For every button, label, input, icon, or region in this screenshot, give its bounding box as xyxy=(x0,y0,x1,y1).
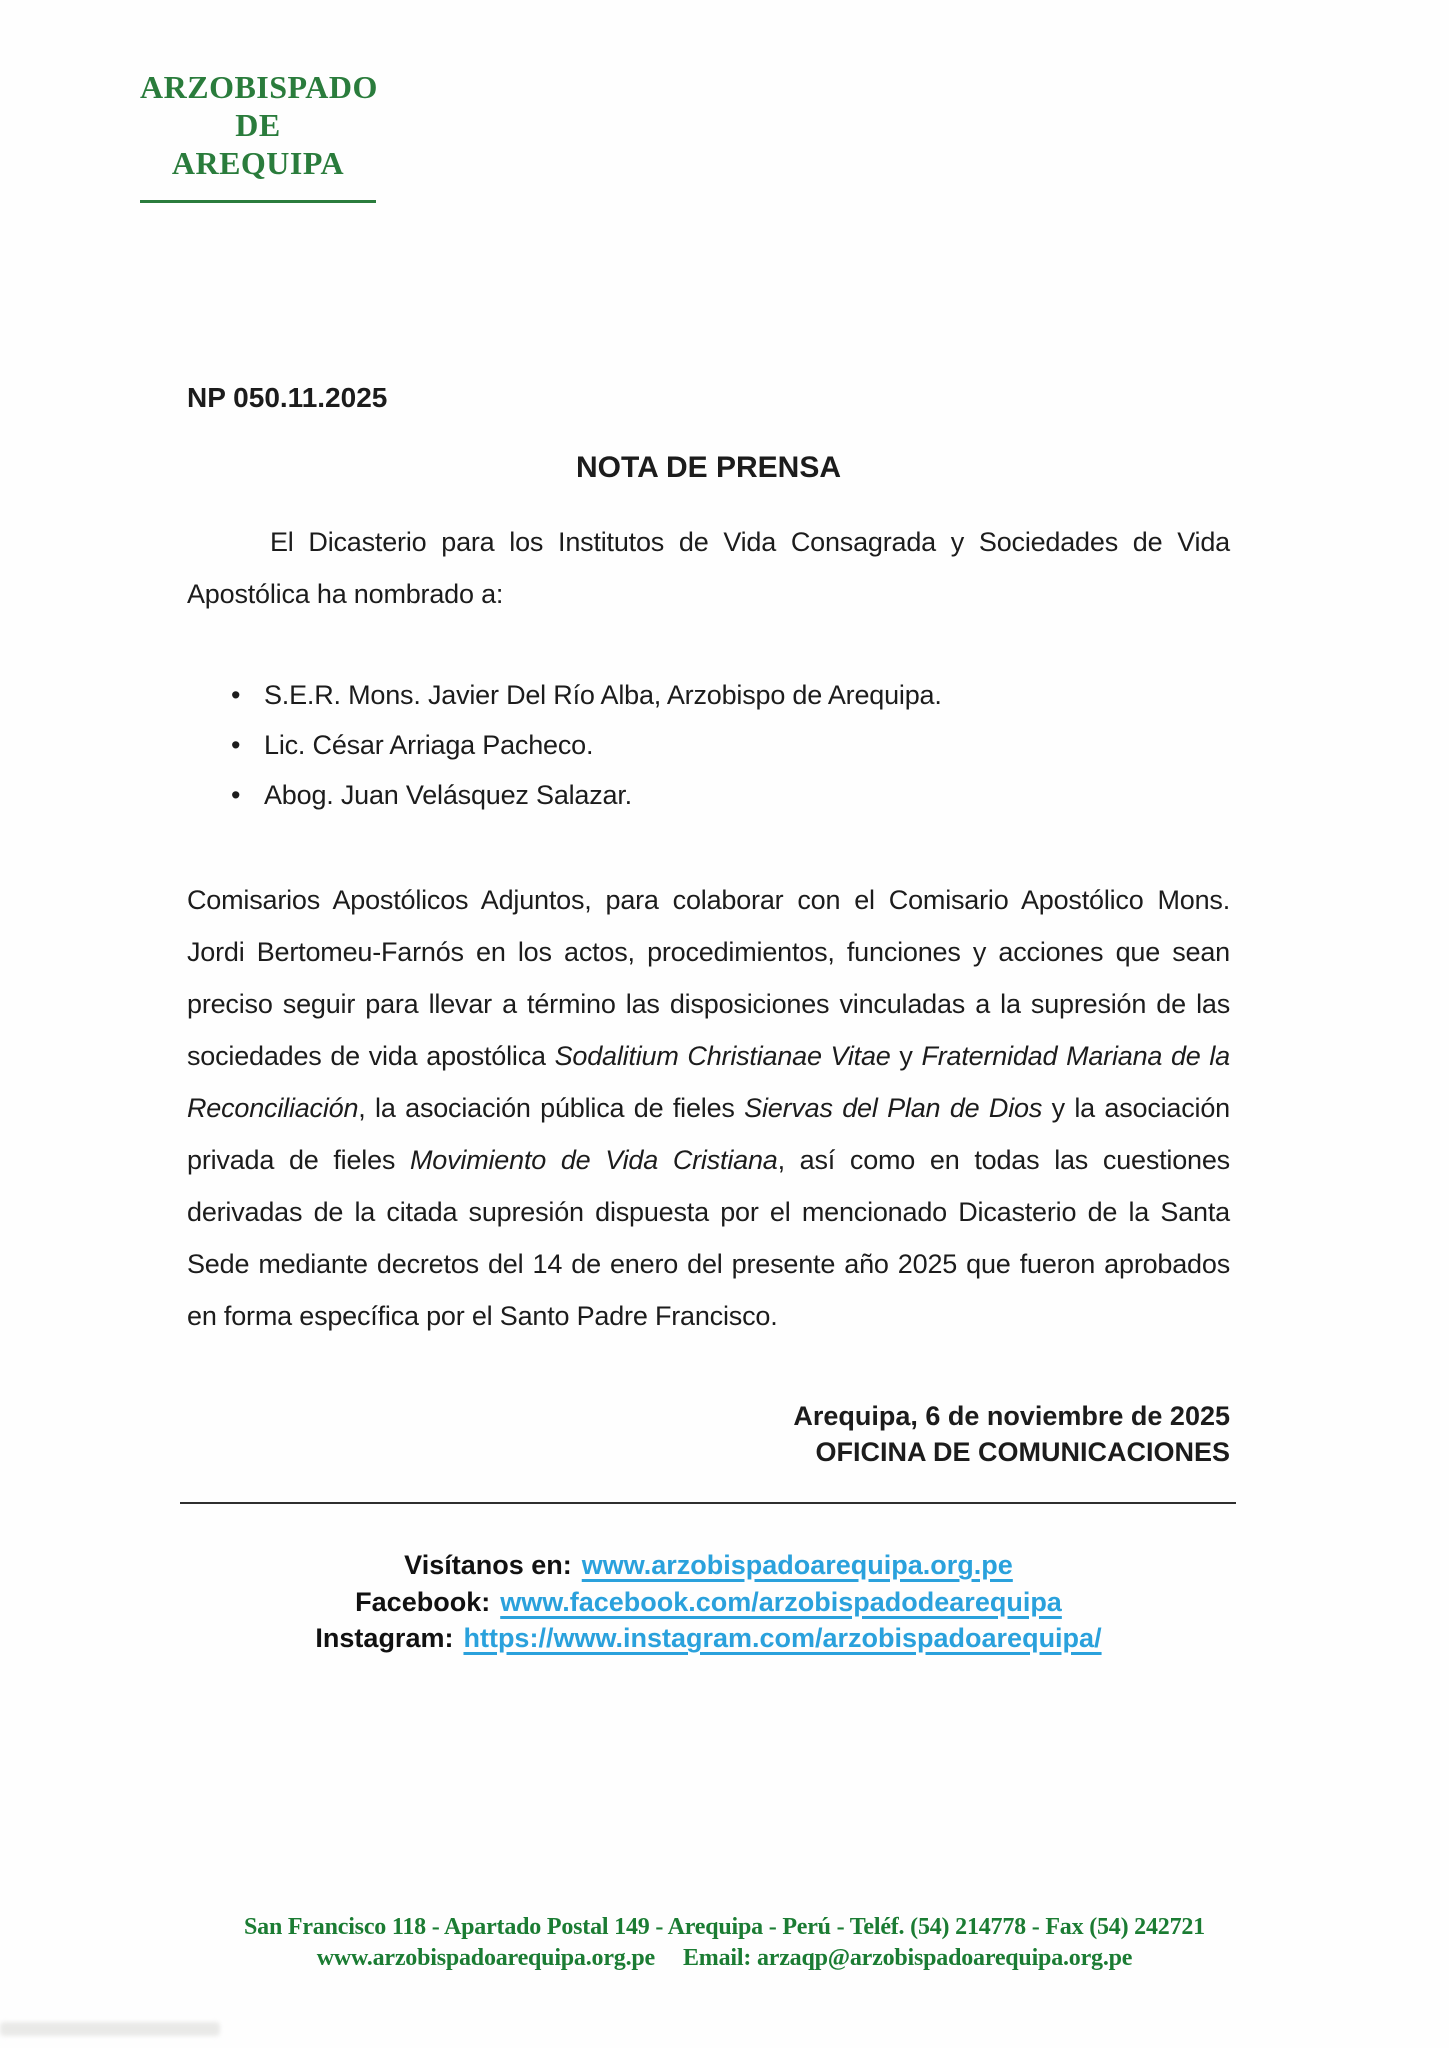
scan-artifact xyxy=(0,2022,220,2036)
social-links xyxy=(187,1547,1230,1657)
footer-email-label: Email: xyxy=(682,1945,752,1971)
press-release-number: NP 050.11.2025 xyxy=(187,382,388,413)
footer-address: San Francisco 118 - Apartado Postal 149 - Arequipa - Perú - Teléf. (54) 214778 - Fax (54) 242721 xyxy=(244,1914,1205,1940)
office-line: OFICINA DE COMUNICACIONES xyxy=(815,1437,1230,1467)
document-body xyxy=(187,0,1230,2048)
facebook-link[interactable]: www.facebook.com/arzobispadodearequipa xyxy=(500,1586,1062,1617)
intro-paragraph: El Dicasterio para los Institutos de Vida Consagrada y Sociedades de Vida Apostólica ha nombrado a: xyxy=(187,527,1230,609)
facebook-link-label: Facebook: xyxy=(355,1586,491,1617)
website-link[interactable]: www.arzobispadoarequipa.org.pe xyxy=(581,1550,1013,1580)
appointee-list xyxy=(187,670,1230,820)
website-link-label: Visítanos en: xyxy=(404,1550,572,1580)
instagram-link-row xyxy=(187,1620,1230,1657)
footer-web-email-row xyxy=(0,1943,1449,1974)
footer-email: arzaqp@arzobispadoarequipa.org.pe xyxy=(756,1945,1133,1971)
instagram-link[interactable]: https://www.instagram.com/arzobispadoarequipa/ xyxy=(463,1623,1102,1653)
horizontal-rule xyxy=(180,1502,1236,1504)
instagram-link-label: Instagram: xyxy=(315,1623,454,1653)
signature-block xyxy=(187,1398,1230,1470)
website-link-row xyxy=(187,1547,1230,1584)
letterhead-line-2: DE xyxy=(235,107,281,143)
list-item: • Lic. César Arriaga Pacheco. xyxy=(187,720,1230,770)
list-item: • S.E.R. Mons. Javier Del Río Alba, Arzobispo de Arequipa. xyxy=(187,670,1230,720)
page-title: NOTA DE PRENSA xyxy=(575,451,842,484)
main-paragraph: Comisarios Apostólicos Adjuntos, para colaborar con el Comisario Apostólico Mons. Jordi Bertomeu-Farnós en los actos, procedimientos, funciones y acciones que sean preciso seguir para llevar a término las disposiciones vinculadas a la supresión de las sociedades de vida apostólica Sodalitium Christianae Vitae y Fraternidad Mariana de la Reconciliación, la asociación pública de fieles Siervas del Plan de Dios y la asociación privada de fieles Movimiento de Vida Cristiana, así como en todas las cuestiones derivadas de la citada supresión dispuesta por el mencionado Dicasterio de la Santa Sede mediante decretos del 14 de enero del presente año 2025 que fueron aprobados en forma específica por el Santo Padre Francisco. xyxy=(187,885,1230,1331)
list-item: • Abog. Juan Velásquez Salazar. xyxy=(187,770,1230,820)
letterhead-line-1: ARZOBISPADO xyxy=(140,69,378,105)
footer-contact xyxy=(0,1912,1449,1974)
letterhead-line-3: AREQUIPA xyxy=(171,145,345,181)
footer-website: www.arzobispadoarequipa.org.pe xyxy=(316,1945,655,1971)
dateline: Arequipa, 6 de noviembre de 2025 xyxy=(793,1401,1230,1431)
facebook-link-row xyxy=(187,1584,1230,1621)
